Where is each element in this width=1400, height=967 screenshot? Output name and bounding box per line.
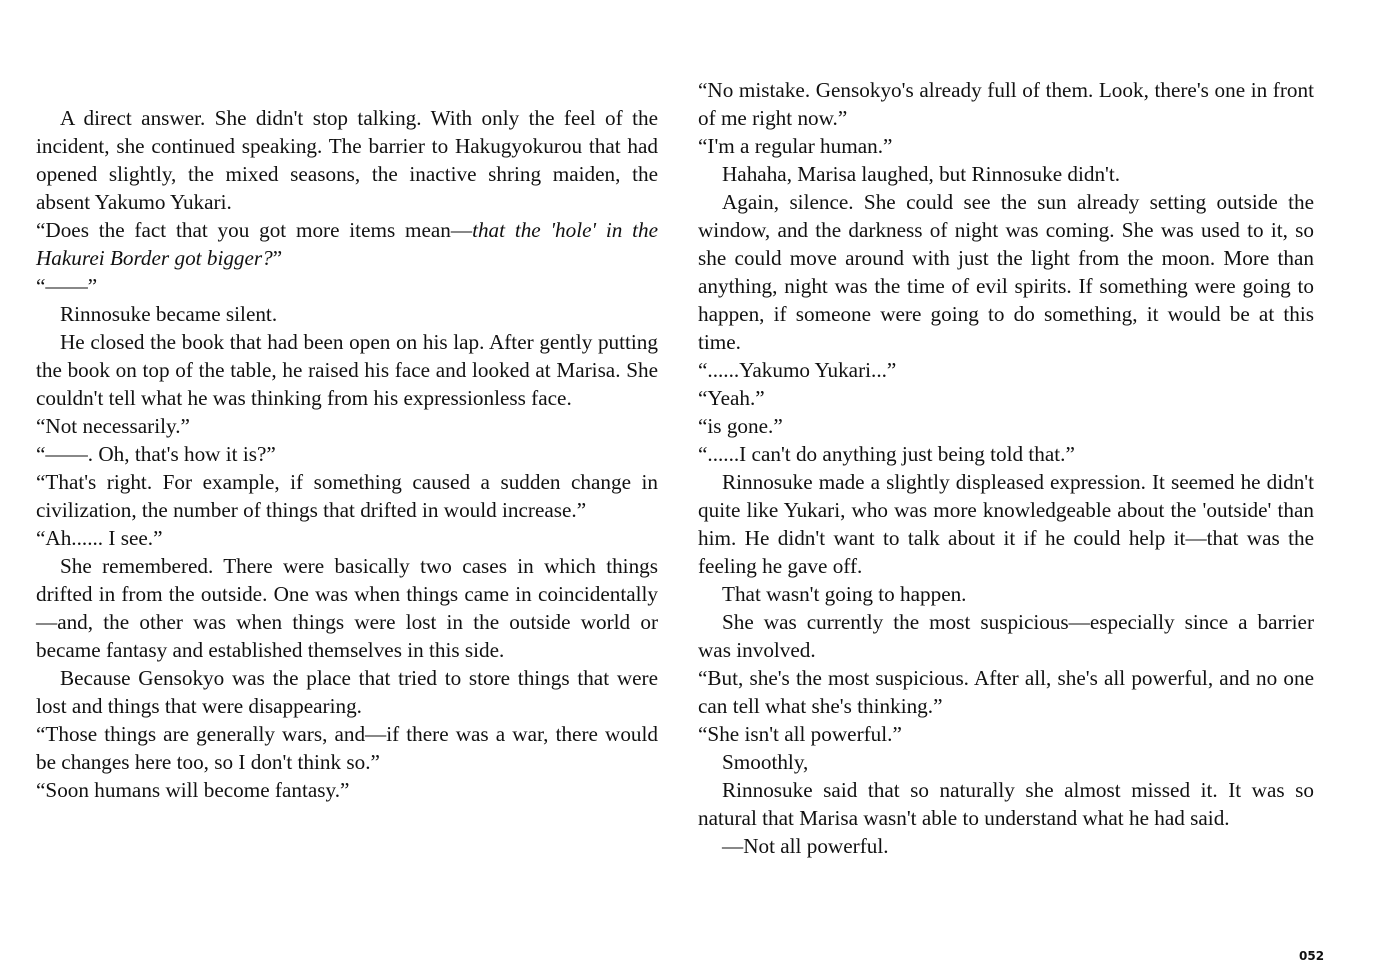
dialogue-line: “......I can't do anything just being told that.” [698,442,1075,466]
dialogue-line: “No mistake. Gensokyo's already full of them. Look, there's one in front of me right now.” [698,78,1314,130]
paragraph: A direct answer. She didn't stop talking. With only the feel of the incident, she continued speaking. The barrier to Hakugyokurou that had opened slightly, the mixed seasons, the inactive shring maiden, the absent Yakumo Yukari. [36,106,658,214]
dialogue-line: “is gone.” [698,414,783,438]
paragraph: She was currently the most suspicious—especially since a barrier was involved. [698,610,1314,662]
page-number: 052 [1299,949,1325,963]
paragraph: Rinnosuke made a slightly displeased expression. It seemed he didn't quite like Yukari, who was more knowledgeable about the 'outside' than him. He didn't want to talk about it if he could help it—that was the feeling he gave off. [698,470,1314,578]
dialogue-line: “——. Oh, that's how it is?” [36,442,276,466]
paragraph: Because Gensokyo was the place that tried to store things that were lost and things that were disappearing. [36,666,658,718]
dialogue-line: “......Yakumo Yukari...” [698,358,897,382]
dialogue-line: “That's right. For example, if something caused a sudden change in civilization, the number of things that drifted in would increase.” [36,470,658,522]
paragraph: Smoothly, [722,750,809,774]
dialogue-closing-quote: ” [272,246,283,270]
dialogue-line: “Not necessarily.” [36,414,190,438]
paragraph: She remembered. There were basically two cases in which things drifted in from the outside. One was when things came in coincidentally—and, the other was when things were lost in the outside world or became fantasy and established themselves in this side. [36,554,658,662]
paragraph: That wasn't going to happen. [722,582,967,606]
dialogue-line: “Those things are generally wars, and—if there was a war, there would be changes here too, so I don't think so.” [36,722,658,774]
dialogue-line: “Soon humans will become fantasy.” [36,778,350,802]
dialogue-line: “Yeah.” [698,386,765,410]
right-text-column [698,76,1314,860]
dialogue-text: “Does the fact that you got more items mean— [36,218,473,242]
dialogue-line: “She isn't all powerful.” [698,722,902,746]
paragraph: He closed the book that had been open on his lap. After gently putting the book on top of the table, he raised his face and looked at Marisa. She couldn't tell what he was thinking from his expressionless face. [36,330,658,410]
dialogue-line: “I'm a regular human.” [698,134,893,158]
dialogue-line [36,216,658,272]
paragraph: Again, silence. She could see the sun already setting outside the window, and the darkness of night was coming. She was used to it, so she could move around with just the light from the moon. More than anything, night was the time of evil spirits. If something were going to happen, if someone were going to do something, it would be at this time. [698,190,1314,354]
italic-emphasis: that the 'hole' in the Hakurei Border got bigger? [36,218,658,270]
paragraph: —Not all powerful. [722,834,889,858]
dialogue-line: “But, she's the most suspicious. After all, she's all powerful, and no one can tell what she's thinking.” [698,666,1314,718]
left-text-column [36,104,658,804]
paragraph: Hahaha, Marisa laughed, but Rinnosuke didn't. [722,162,1121,186]
paragraph: Rinnosuke said that so naturally she almost missed it. It was so natural that Marisa wasn't able to understand what he had said. [698,778,1314,830]
paragraph: Rinnosuke became silent. [60,302,278,326]
dialogue-line: “——” [36,274,98,298]
dialogue-line: “Ah...... I see.” [36,526,163,550]
